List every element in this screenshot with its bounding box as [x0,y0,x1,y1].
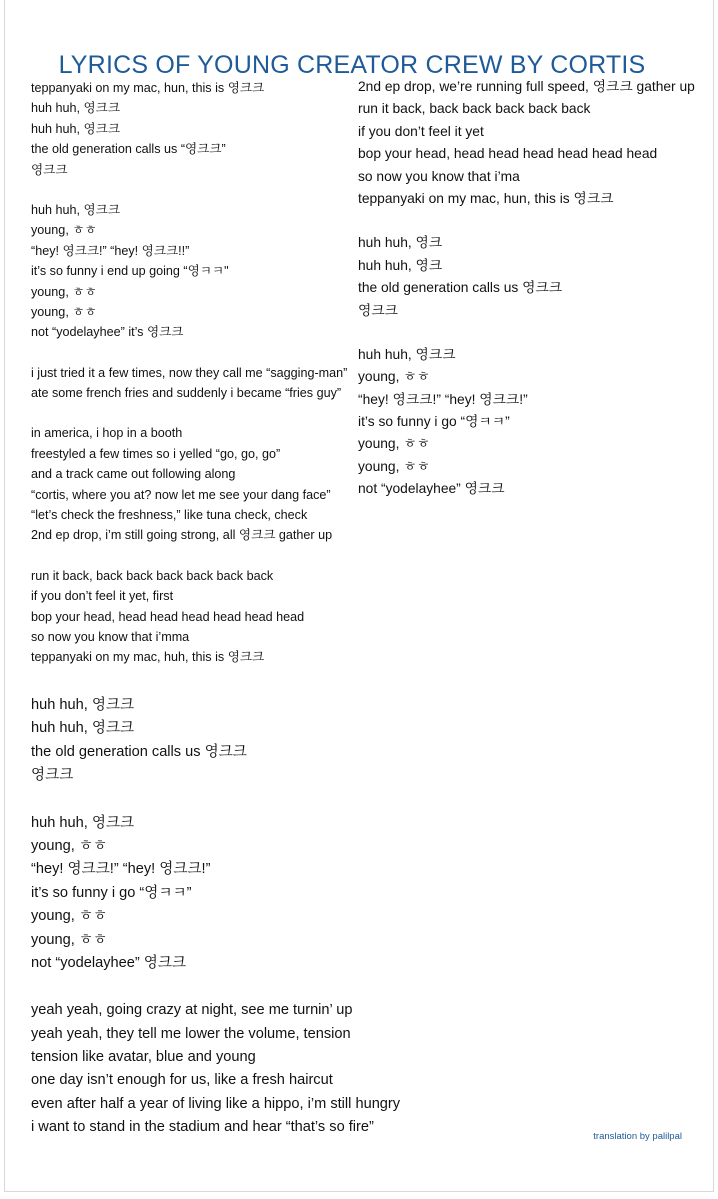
lyric-line: it’s so funny i go “영ㅋㅋ” [31,884,192,901]
lyric-stanza [358,76,695,210]
lyric-line: 2nd ep drop, i’m still going strong, all 영크크 gather up [31,528,333,543]
lyric-line: it’s so funny i end up going “영ㅋㅋ" [31,264,229,279]
lyric-line: huh huh, 영크크 [31,697,135,713]
lyric-line: huh huh, 영크 [358,235,443,251]
lyric-line: teppanyaki on my mac, huh, this is 영크크 [31,650,265,665]
lyric-line: so now you know that i’ma [358,168,520,184]
lyric-line: it’s so funny i go “영ㅋㅋ” [358,414,510,430]
lyric-line: in america, i hop in a booth [31,426,183,441]
lyric-line: 2nd ep drop, we’re running full speed, 영크크 gather up [358,79,695,94]
lyric-line: young, ㅎㅎ [31,284,97,299]
lyric-stanza [31,999,400,1139]
lyric-line: teppanyaki on my mac, hun, this is 영크크 [31,81,265,95]
lyric-line: huh huh, 영크크 [31,720,135,737]
lyric-stanza [31,694,400,788]
lyric-line: huh huh, 영크 [358,257,443,273]
lyric-line: “let’s check the freshness,” like tuna check, check [31,508,308,523]
lyric-stanza [31,363,347,404]
lyric-line: huh huh, 영크크 [31,202,121,217]
stanza-gap [31,788,400,812]
lyric-line: bop your head, head head head head head head [358,146,658,162]
page-title: LYRICS OF YOUNG CREATOR CREW BY CORTIS [58,50,646,79]
stanza-gap [31,975,400,999]
lyric-line: young, ㅎㅎ [31,223,97,238]
lyric-line: huh huh, 영크크 [31,814,135,831]
lyric-line: if you don’t feel it yet [358,123,484,139]
lyric-line: 영크크 [358,302,398,318]
lyric-line: one day isn’t enough for us, like a fresh haircut [31,1072,333,1089]
lyric-stanza [358,344,695,501]
stanza-gap [31,403,347,423]
lyric-line: young, ㅎㅎ [31,304,97,319]
lyric-line: tension like avatar, blue and young [31,1049,256,1066]
lyrics-left-column-top [31,78,347,668]
stanza-gap [358,322,695,344]
lyric-line: teppanyaki on my mac, hun, this is 영크크 [358,190,614,206]
lyric-line: huh huh, 영크크 [31,121,121,136]
lyric-line: the old generation calls us 영크크 [31,743,247,760]
lyric-line: 영크크 [31,162,68,177]
lyric-line: young, ㅎㅎ [31,931,108,948]
lyric-stanza [31,566,347,668]
lyric-line: ate some french fries and suddenly i became “fries guy” [31,386,342,401]
lyric-line: the old generation calls us 영크크 [358,280,563,296]
lyric-line: i want to stand in the stadium and hear “that’s so fire” [31,1119,374,1136]
lyric-line: bop your head, head head head head head head [31,609,305,624]
lyric-stanza [358,232,695,322]
lyric-stanza [31,423,347,545]
lyrics-left-column-bottom [31,694,400,1140]
stanza-gap [31,546,347,566]
lyric-line: not “yodelayhee” it’s 영크크 [31,325,184,340]
lyric-line: yeah yeah, they tell me lower the volume, tension [31,1025,351,1042]
translation-credit: translation by palilpal [593,1131,682,1142]
lyric-line: “hey! 영크크!” “hey! 영크크!” [358,391,528,407]
lyric-line: young, ㅎㅎ [31,837,108,854]
lyric-stanza [31,812,400,976]
lyric-line: young, ㅎㅎ [358,458,430,474]
lyric-line: huh huh, 영크크 [358,346,456,362]
lyric-line: freestyled a few times so i yelled “go, go, go” [31,446,281,461]
lyric-line: yeah yeah, going crazy at night, see me turnin’ up [31,1002,353,1019]
lyrics-right-column [358,76,695,501]
lyric-line: if you don’t feel it yet, first [31,589,174,604]
lyric-line: young, ㅎㅎ [358,369,430,385]
lyric-stanza [31,200,347,343]
lyric-stanza [31,78,347,180]
lyric-line: not “yodelayhee” 영크크 [31,954,187,971]
lyric-line: even after half a year of living like a hippo, i’m still hungry [31,1095,401,1112]
lyric-line: the old generation calls us “영크크” [31,142,226,157]
lyric-line: not “yodelayhee” 영크크 [358,481,505,497]
lyric-line: 영크크 [31,767,74,784]
lyric-line: run it back, back back back back back [358,101,591,117]
lyric-line: huh huh, 영크크 [31,101,121,116]
stanza-gap [31,180,347,200]
lyric-line: run it back, back back back back back back [31,568,274,583]
lyric-line: so now you know that i’mma [31,629,190,644]
stanza-gap [358,210,695,232]
lyric-line: and a track came out following along [31,467,236,482]
stanza-gap [31,343,347,363]
lyric-line: “hey! 영크크!” “hey! 영크크!!” [31,243,190,258]
lyric-line: “cortis, where you at? now let me see your dang face” [31,487,331,502]
lyric-line: young, ㅎㅎ [31,908,108,925]
lyric-line: “hey! 영크크!” “hey! 영크크!” [31,861,211,878]
lyric-line: young, ㅎㅎ [358,436,430,452]
lyric-line: i just tried it a few times, now they call me “sagging-man” [31,365,348,380]
